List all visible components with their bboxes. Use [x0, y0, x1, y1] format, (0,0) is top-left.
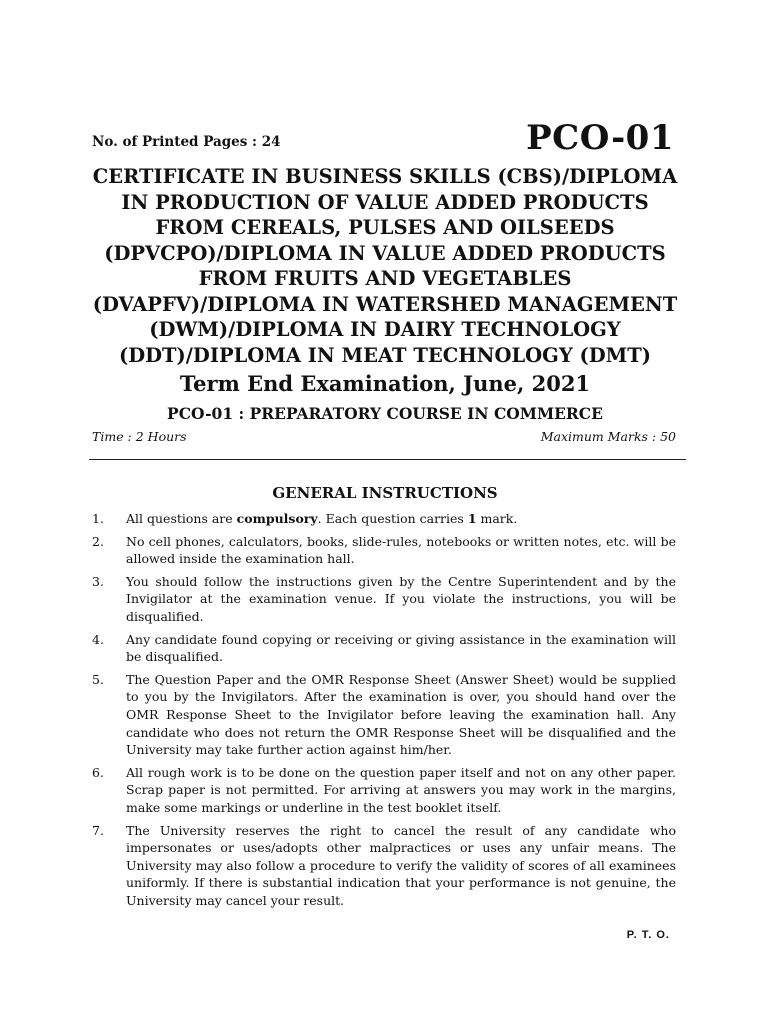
instruction-emphasis: 1	[467, 511, 477, 526]
instruction-text: The Question Paper and the OMR Response Sheet (Answer Sheet) would be supplied to you by the Invigilators. After the examination is over, you should hand over the OMR Response Sheet to the Invigilator before leaving the examination hall. Any candidate who does not return the OMR Response Sheet will be disqualified and the University may take further action against him/her.	[126, 671, 676, 758]
printed-pages-count: No. of Printed Pages : 24	[92, 134, 281, 150]
instruction-text: You should follow the instructions given by the Centre Superintendent and by the Invigilator at the examination venue. If you violate the instructions, you will be disqualified.	[126, 573, 676, 624]
programme-title-line: (DWM)/DIPLOMA IN DAIRY TECHNOLOGY	[149, 318, 621, 341]
programme-title-line: (DVAPFV)/DIPLOMA IN WATERSHED MANAGEMENT	[92, 292, 678, 316]
programme-title-line: IN PRODUCTION OF VALUE ADDED PRODUCTS	[121, 190, 649, 214]
instruction-number: 2.	[92, 533, 104, 549]
section-divider	[89, 459, 686, 460]
header-row	[92, 112, 676, 158]
instruction-item	[92, 573, 676, 626]
programme-title-line: (DDT)/DIPLOMA IN MEAT TECHNOLOGY (DMT)	[119, 343, 651, 367]
instruction-number: 6.	[92, 764, 104, 780]
instruction-item	[92, 822, 676, 910]
instruction-emphasis: compulsory	[236, 511, 318, 526]
instruction-item	[92, 764, 676, 817]
paper-code: PCO-01	[526, 118, 674, 158]
instruction-text: All rough work is to be done on the question paper itself and not on any other paper. Scrap paper is not permitted. For arriving at answers you may work in the margins, make some markings or underline in the test booklet itself.	[126, 764, 676, 815]
instruction-text: The University reserves the right to cancel the result of any candidate who impersonates or uses/adopts other malpractices or uses any unfair means. The University may also follow a procedure to verify the validity of scores of all examinees uniformly. If there is substantial indication that your performance is not genuine, the University may cancel your result.	[126, 822, 676, 908]
instruction-item	[92, 631, 676, 666]
exam-title: Term End Examination, June, 2021	[179, 371, 591, 396]
instruction-text: mark.	[476, 511, 518, 526]
time-marks-row	[92, 429, 676, 447]
course-title: PCO-01 : PREPARATORY COURSE IN COMMERCE	[167, 404, 603, 423]
instruction-item	[92, 671, 676, 759]
instruction-number: 7.	[92, 822, 104, 838]
instruction-text: . Each question carries	[317, 511, 468, 526]
programme-title-line: CERTIFICATE IN BUSINESS SKILLS (CBS)/DIPLOMA	[92, 165, 678, 188]
pto-note: P. T. O.	[626, 929, 670, 941]
instruction-text: No cell phones, calculators, books, slide-rules, notebooks or written notes, etc. will be allowed inside the examination hall.	[126, 533, 676, 567]
instruction-item	[92, 533, 676, 568]
instruction-number: 3.	[92, 573, 104, 589]
programme-title-line: FROM CEREALS, PULSES AND OILSEEDS	[155, 216, 615, 239]
instruction-number: 1.	[92, 511, 104, 526]
programme-title-line: (DPVCPO)/DIPLOMA IN VALUE ADDED PRODUCTS	[104, 241, 666, 265]
instructions-heading: GENERAL INSTRUCTIONS	[272, 484, 498, 502]
instruction-text: All questions are	[126, 511, 237, 526]
maximum-marks: Maximum Marks : 50	[540, 429, 676, 444]
instruction-text: Any candidate found copying or receiving or giving assistance in the examination will be disqualified.	[126, 631, 676, 665]
programme-title-line: FROM FRUITS AND VEGETABLES	[198, 267, 572, 290]
instruction-number: 4.	[92, 631, 104, 647]
programme-title	[86, 164, 684, 368]
instructions-list	[92, 510, 676, 914]
instruction-number: 5.	[92, 671, 104, 687]
time-allowed: Time : 2 Hours	[92, 429, 187, 444]
instruction-item	[92, 510, 676, 528]
